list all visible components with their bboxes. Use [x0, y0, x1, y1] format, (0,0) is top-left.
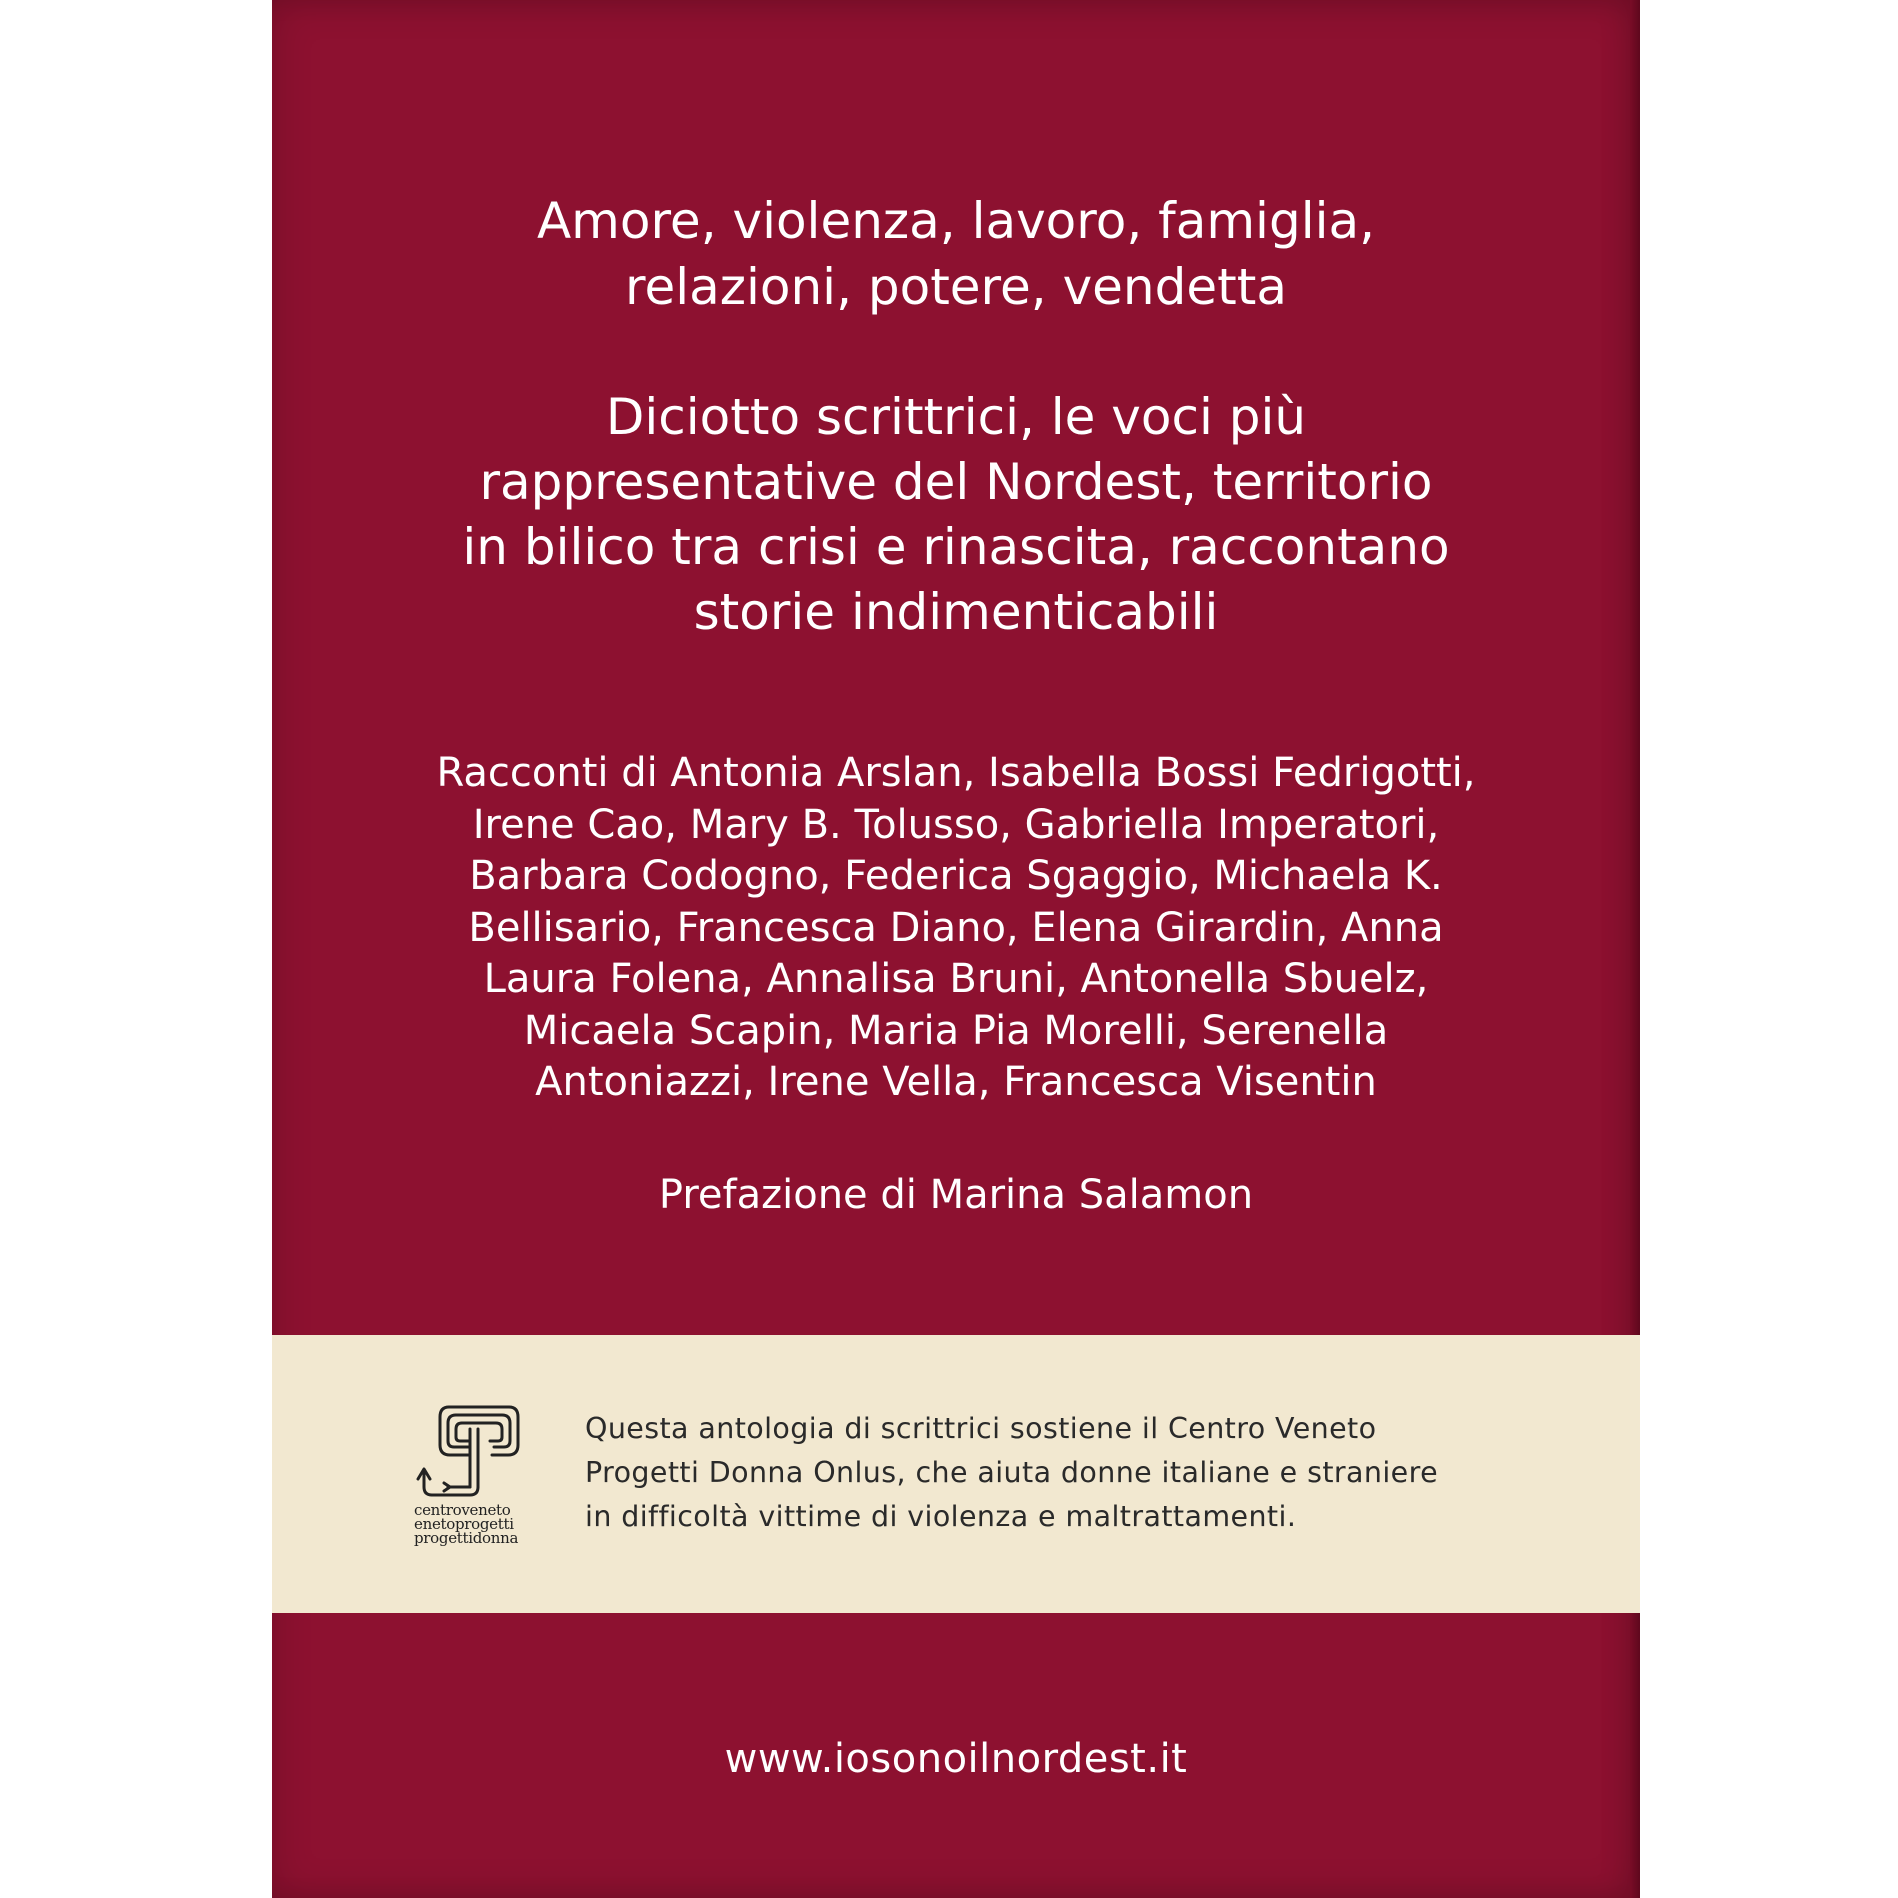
description-paragraph — [272, 385, 1640, 645]
charity-statement-line: in difficoltà vittime di violenza e maltrattamenti. — [585, 1500, 1297, 1533]
logo-wordmark — [414, 1503, 544, 1545]
authors-line: Racconti di Antonia Arslan, Isabella Bossi Fedrigotti, — [436, 750, 1476, 796]
authors-line: Bellisario, Francesca Diano, Elena Girardin, Anna — [468, 904, 1444, 951]
charity-statement-line: Progetti Donna Onlus, che aiuta donne italiane e straniere — [585, 1456, 1439, 1489]
description-line: in bilico tra crisi e rinascita, raccontano — [462, 518, 1450, 576]
charity-band — [272, 1335, 1640, 1613]
description-line: Diciotto scrittrici, le voci più — [605, 388, 1307, 446]
website-url: www.iosonoilnordest.it — [724, 1736, 1188, 1782]
authors-line: Micaela Scapin, Maria Pia Morelli, Serenella — [523, 1007, 1389, 1054]
logo-wordmark-line: enetoprogetti — [414, 1515, 514, 1533]
description-line: rappresentative del Nordest, territorio — [479, 453, 1433, 511]
charity-statement — [585, 1407, 1490, 1539]
authors-line: Laura Folena, Annalisa Bruni, Antonella Sbuelz, — [483, 956, 1429, 1002]
authors-line: Irene Cao, Mary B. Tolusso, Gabriella Imperatori, — [472, 801, 1440, 848]
logo-wordmark-line: progettidonna — [414, 1529, 519, 1547]
preface-credit: Prefazione di Marina Salamon — [658, 1172, 1254, 1218]
logo-wordmark-line: centroveneto — [414, 1501, 511, 1519]
back-cover — [272, 0, 1640, 1898]
themes-heading — [272, 188, 1640, 320]
charity-statement-line: Questa antologia di scrittrici sostiene il Centro Veneto — [585, 1412, 1377, 1445]
authors-line: Barbara Codogno, Federica Sgaggio, Michaela K. — [469, 853, 1443, 899]
authors-line: Antoniazzi, Irene Vella, Francesca Visentin — [535, 1059, 1377, 1105]
themes-line: relazioni, potere, vendetta — [625, 258, 1287, 316]
authors-paragraph — [272, 748, 1640, 1109]
themes-line: Amore, violenza, lavoro, famiglia, — [536, 192, 1376, 250]
description-line: storie indimenticabili — [693, 583, 1219, 641]
